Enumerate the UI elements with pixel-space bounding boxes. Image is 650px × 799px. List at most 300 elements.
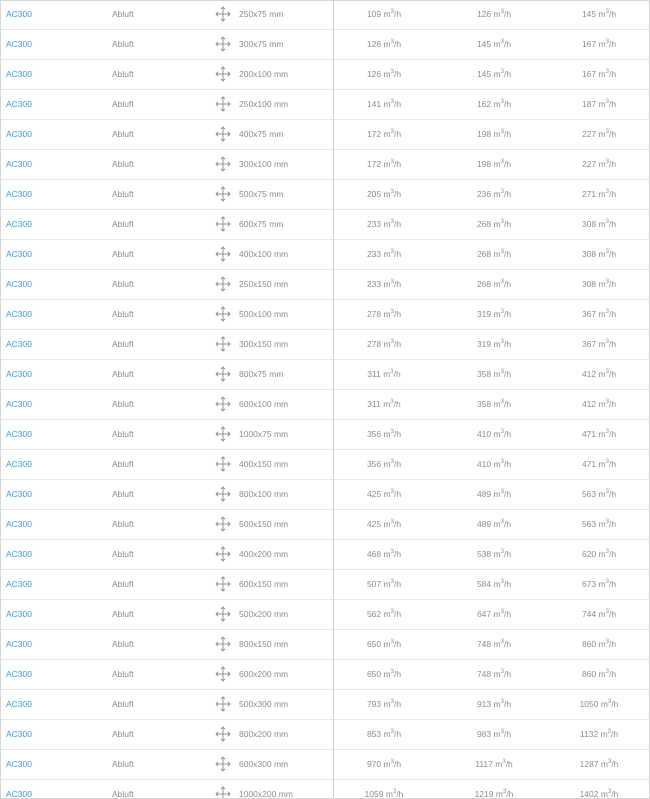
- unit-exponent: 3: [605, 579, 609, 586]
- unit-base: m: [598, 369, 606, 379]
- airflow-number: 425: [366, 489, 382, 499]
- unit-suffix: /h: [393, 429, 402, 439]
- resize-arrows-icon: [215, 306, 231, 322]
- type-label: Abluft: [112, 459, 134, 469]
- airflow-value-3: [546, 510, 650, 539]
- airflow-value-3: [546, 240, 650, 269]
- unit-suffix: /h: [608, 669, 617, 679]
- unit-exponent: 3: [390, 69, 394, 76]
- type-label: Abluft: [112, 699, 134, 709]
- dimension-value: 800x200 mm: [239, 729, 289, 739]
- airflow-value-1: [331, 660, 437, 689]
- unit-suffix: /h: [503, 99, 512, 109]
- unit-base: m: [493, 399, 501, 409]
- unit-suffix: /h: [608, 309, 617, 319]
- resize-arrows-icon: [215, 606, 231, 622]
- airflow-value-3: [546, 300, 650, 329]
- table-row: [1, 540, 649, 570]
- unit-exponent: 3: [390, 39, 394, 46]
- airflow-value-1: [331, 30, 437, 59]
- unit-suffix: /h: [393, 189, 402, 199]
- airflow-number: 126: [366, 39, 382, 49]
- unit-exponent: 3: [390, 609, 394, 616]
- dimension-value: 500x150 mm: [239, 519, 289, 529]
- airflow-value-3: [546, 600, 650, 629]
- table-row: [1, 780, 649, 799]
- airflow-value-2: [441, 90, 547, 119]
- unit-base: m: [598, 549, 606, 559]
- airflow-value-2: [441, 360, 547, 389]
- airflow-value-3: [546, 480, 650, 509]
- unit-exponent: 3: [500, 519, 504, 526]
- airflow-number: 233: [366, 279, 382, 289]
- unit-base: m: [598, 39, 606, 49]
- table-row: [1, 570, 649, 600]
- airflow-number: 172: [366, 159, 382, 169]
- dimension-value: 250x150 mm: [239, 279, 289, 289]
- model-link[interactable]: AC300: [6, 609, 32, 619]
- unit-exponent: 3: [390, 519, 394, 526]
- resize-arrows-icon: [215, 366, 231, 382]
- unit-base: m: [493, 129, 501, 139]
- unit-exponent: 3: [607, 729, 611, 736]
- unit-exponent: 3: [605, 549, 609, 556]
- type-label: Abluft: [112, 99, 134, 109]
- unit-base: m: [598, 159, 606, 169]
- unit-suffix: /h: [608, 9, 617, 19]
- unit-exponent: 3: [502, 759, 506, 766]
- model-link[interactable]: AC300: [6, 69, 32, 79]
- unit-exponent: 3: [605, 99, 609, 106]
- airflow-number: 268: [476, 249, 492, 259]
- type-label: Abluft: [112, 249, 134, 259]
- airflow-value-2: [441, 270, 547, 299]
- table-row: [1, 660, 649, 690]
- airflow-number: 356: [366, 429, 382, 439]
- unit-suffix: /h: [611, 789, 619, 799]
- unit-suffix: /h: [503, 579, 512, 589]
- airflow-value-1: [331, 390, 437, 419]
- airflow-number: 853: [366, 729, 382, 739]
- unit-base: m: [493, 249, 501, 259]
- model-link[interactable]: AC300: [6, 549, 32, 559]
- airflow-number: 227: [581, 129, 597, 139]
- resize-arrows-icon: [215, 426, 231, 442]
- unit-suffix: /h: [503, 249, 512, 259]
- airflow-number: 748: [476, 639, 492, 649]
- unit-base: m: [493, 729, 501, 739]
- unit-exponent: 3: [390, 219, 394, 226]
- model-link[interactable]: AC300: [6, 9, 32, 19]
- model-link[interactable]: AC300: [6, 39, 32, 49]
- airflow-number: 367: [581, 309, 597, 319]
- airflow-value-1: [331, 90, 437, 119]
- model-link[interactable]: AC300: [6, 489, 32, 499]
- airflow-number: 233: [366, 249, 382, 259]
- unit-exponent: 3: [390, 489, 394, 496]
- airflow-value-3: [546, 360, 650, 389]
- type-label: Abluft: [112, 189, 134, 199]
- dimension-value: 800x75 mm: [239, 369, 284, 379]
- airflow-number: 489: [476, 519, 492, 529]
- model-link[interactable]: AC300: [6, 129, 32, 139]
- unit-suffix: /h: [393, 339, 402, 349]
- airflow-value-2: [441, 330, 547, 359]
- unit-exponent: 3: [605, 399, 609, 406]
- unit-exponent: 3: [607, 699, 612, 706]
- resize-arrows-icon: [215, 276, 231, 292]
- unit-base: m: [600, 759, 608, 769]
- unit-suffix: /h: [503, 339, 512, 349]
- type-label: Abluft: [112, 579, 134, 589]
- model-link[interactable]: AC300: [6, 459, 32, 469]
- resize-arrows-icon: [215, 126, 231, 142]
- airflow-number: 268: [476, 219, 492, 229]
- unit-suffix: /h: [608, 399, 617, 409]
- dimension-value: 500x100 mm: [239, 309, 289, 319]
- unit-base: m: [493, 519, 501, 529]
- unit-suffix: /h: [608, 459, 617, 469]
- unit-exponent: 3: [605, 9, 609, 16]
- airflow-number: 673: [581, 579, 597, 589]
- airflow-number: 172: [366, 129, 382, 139]
- unit-base: m: [598, 579, 606, 589]
- table-row: [1, 60, 649, 90]
- airflow-value-2: [441, 540, 547, 569]
- unit-exponent: 3: [390, 279, 394, 286]
- unit-base: m: [383, 519, 391, 529]
- airflow-value-3: [546, 570, 650, 599]
- table-row: [1, 390, 649, 420]
- model-link[interactable]: AC300: [6, 99, 32, 109]
- model-link[interactable]: AC300: [6, 789, 32, 799]
- unit-suffix: /h: [503, 369, 512, 379]
- unit-suffix: /h: [608, 129, 617, 139]
- unit-exponent: 3: [500, 219, 504, 226]
- model-link[interactable]: AC300: [6, 669, 32, 679]
- unit-suffix: /h: [505, 759, 513, 769]
- table-row: [1, 210, 649, 240]
- unit-suffix: /h: [503, 129, 512, 139]
- unit-suffix: /h: [503, 9, 512, 19]
- table-row: [1, 420, 649, 450]
- type-label: Abluft: [112, 489, 134, 499]
- unit-suffix: /h: [608, 639, 617, 649]
- unit-exponent: 3: [390, 9, 394, 16]
- unit-exponent: 3: [605, 159, 609, 166]
- airflow-value-2: [441, 720, 547, 749]
- unit-suffix: /h: [608, 519, 617, 529]
- airflow-number: 1117: [475, 759, 493, 769]
- unit-exponent: 3: [390, 159, 394, 166]
- unit-base: m: [383, 309, 391, 319]
- table-row: [1, 630, 649, 660]
- unit-exponent: 3: [605, 309, 609, 316]
- dimension-value: 1000x200 mm: [239, 789, 293, 799]
- unit-suffix: /h: [393, 699, 402, 709]
- model-link[interactable]: AC300: [6, 759, 32, 769]
- unit-base: m: [383, 729, 391, 739]
- unit-base: m: [385, 789, 393, 799]
- airflow-value-3: [546, 390, 650, 419]
- unit-base: m: [495, 789, 503, 799]
- resize-arrows-icon: [215, 66, 231, 82]
- table-row: [1, 240, 649, 270]
- unit-base: m: [598, 279, 606, 289]
- resize-arrows-icon: [215, 336, 231, 352]
- unit-base: m: [493, 429, 501, 439]
- airflow-value-3: [546, 450, 650, 479]
- model-link[interactable]: AC300: [6, 699, 32, 709]
- airflow-value-1: [331, 600, 437, 629]
- unit-exponent: 3: [500, 459, 504, 466]
- model-link[interactable]: AC300: [6, 339, 32, 349]
- table-row: [1, 360, 649, 390]
- airflow-value-2: [441, 30, 547, 59]
- unit-base: m: [598, 489, 606, 499]
- table-row: [1, 120, 649, 150]
- unit-base: m: [493, 549, 501, 559]
- unit-suffix: /h: [503, 669, 512, 679]
- unit-exponent: 3: [390, 459, 394, 466]
- airflow-number: 141: [366, 99, 382, 109]
- unit-exponent: 3: [605, 669, 609, 676]
- airflow-number: 425: [366, 519, 382, 529]
- unit-base: m: [383, 99, 391, 109]
- airflow-value-2: [441, 210, 547, 239]
- unit-base: m: [598, 429, 606, 439]
- unit-suffix: /h: [503, 729, 512, 739]
- airflow-number: 744: [581, 609, 597, 619]
- unit-base: m: [493, 309, 501, 319]
- model-link[interactable]: AC300: [6, 369, 32, 379]
- table-row: [1, 0, 649, 30]
- unit-base: m: [383, 639, 391, 649]
- unit-base: m: [598, 69, 606, 79]
- airflow-value-2: [441, 150, 547, 179]
- unit-base: m: [383, 459, 391, 469]
- resize-arrows-icon: [215, 246, 231, 262]
- unit-exponent: 3: [607, 759, 612, 766]
- dimension-value: 500x300 mm: [239, 699, 289, 709]
- unit-base: m: [600, 699, 608, 709]
- unit-base: m: [598, 399, 606, 409]
- unit-base: m: [598, 129, 606, 139]
- airflow-number: 167: [581, 39, 597, 49]
- unit-exponent: 3: [500, 609, 504, 616]
- unit-exponent: 3: [500, 309, 504, 316]
- unit-exponent: 3: [605, 249, 609, 256]
- model-link[interactable]: AC300: [6, 279, 32, 289]
- resize-arrows-icon: [215, 96, 231, 112]
- airflow-number: 145: [476, 69, 492, 79]
- unit-base: m: [493, 669, 501, 679]
- unit-exponent: 3: [500, 639, 504, 646]
- model-link[interactable]: AC300: [6, 249, 32, 259]
- unit-suffix: /h: [503, 399, 512, 409]
- airflow-value-3: [546, 0, 650, 29]
- type-label: Abluft: [112, 339, 134, 349]
- unit-base: m: [598, 249, 606, 259]
- airflow-value-2: [441, 510, 547, 539]
- dimension-value: 600x300 mm: [239, 759, 289, 769]
- unit-suffix: /h: [393, 519, 402, 529]
- airflow-value-3: [546, 60, 650, 89]
- unit-suffix: /h: [506, 789, 514, 799]
- airflow-value-3: [546, 210, 650, 239]
- model-link[interactable]: AC300: [6, 399, 32, 409]
- table-row: [1, 270, 649, 300]
- table-row: [1, 30, 649, 60]
- airflow-number: 308: [581, 249, 597, 259]
- unit-exponent: 3: [605, 369, 609, 376]
- unit-base: m: [383, 39, 391, 49]
- model-link[interactable]: AC300: [6, 639, 32, 649]
- unit-base: m: [383, 699, 391, 709]
- unit-suffix: /h: [393, 69, 402, 79]
- airflow-number: 471: [581, 429, 597, 439]
- unit-base: m: [598, 639, 606, 649]
- unit-exponent: 3: [605, 489, 609, 496]
- airflow-number: 367: [581, 339, 597, 349]
- model-link[interactable]: AC300: [6, 189, 32, 199]
- unit-base: m: [493, 219, 501, 229]
- type-label: Abluft: [112, 309, 134, 319]
- airflow-value-2: [441, 600, 547, 629]
- airflow-number: 412: [581, 369, 597, 379]
- model-link[interactable]: AC300: [6, 729, 32, 739]
- airflow-number: 358: [476, 399, 492, 409]
- unit-base: m: [383, 489, 391, 499]
- unit-exponent: 3: [392, 789, 397, 796]
- unit-exponent: 3: [390, 639, 394, 646]
- unit-base: m: [383, 189, 391, 199]
- airflow-value-2: [441, 390, 547, 419]
- airflow-value-2: [441, 240, 547, 269]
- airflow-value-2: [441, 420, 547, 449]
- airflow-number: 410: [476, 459, 492, 469]
- unit-suffix: /h: [393, 159, 402, 169]
- airflow-value-1: [331, 360, 437, 389]
- resize-arrows-icon: [215, 576, 231, 592]
- airflow-value-2: [441, 690, 547, 719]
- airflow-value-1: [331, 180, 437, 209]
- type-label: Abluft: [112, 639, 134, 649]
- unit-suffix: /h: [393, 99, 402, 109]
- unit-exponent: 3: [390, 399, 394, 406]
- airflow-value-2: [441, 450, 547, 479]
- unit-exponent: 3: [605, 279, 609, 286]
- resize-arrows-icon: [215, 6, 231, 22]
- unit-suffix: /h: [608, 249, 617, 259]
- unit-suffix: /h: [503, 189, 512, 199]
- unit-exponent: 3: [605, 609, 609, 616]
- dimension-value: 300x75 mm: [239, 39, 284, 49]
- model-link[interactable]: AC300: [6, 219, 32, 229]
- airflow-value-3: [546, 30, 650, 59]
- unit-exponent: 3: [500, 399, 504, 406]
- resize-arrows-icon: [215, 666, 231, 682]
- unit-suffix: /h: [503, 279, 512, 289]
- airflow-number: 1219: [474, 789, 494, 799]
- airflow-number: 647: [476, 609, 492, 619]
- unit-base: m: [598, 339, 606, 349]
- model-link[interactable]: AC300: [6, 309, 32, 319]
- unit-suffix: /h: [608, 99, 617, 109]
- unit-exponent: 3: [500, 699, 504, 706]
- table-row: [1, 690, 649, 720]
- unit-base: m: [493, 279, 501, 289]
- model-link[interactable]: AC300: [6, 159, 32, 169]
- dimension-value: 600x150 mm: [239, 579, 289, 589]
- unit-exponent: 3: [605, 39, 609, 46]
- unit-suffix: /h: [503, 549, 512, 559]
- model-link[interactable]: AC300: [6, 429, 32, 439]
- type-label: Abluft: [112, 159, 134, 169]
- resize-arrows-icon: [215, 636, 231, 652]
- unit-base: m: [493, 369, 501, 379]
- unit-base: m: [383, 669, 391, 679]
- unit-base: m: [598, 459, 606, 469]
- airflow-number: 126: [366, 69, 382, 79]
- unit-suffix: /h: [393, 399, 401, 409]
- unit-base: m: [383, 399, 391, 409]
- unit-base: m: [598, 189, 606, 199]
- airflow-number: 860: [581, 639, 597, 649]
- table-row: [1, 720, 649, 750]
- airflow-number: 311: [367, 369, 381, 379]
- unit-suffix: /h: [503, 219, 512, 229]
- model-link[interactable]: AC300: [6, 579, 32, 589]
- airflow-value-1: [331, 450, 437, 479]
- airflow-value-1: [331, 330, 437, 359]
- unit-suffix: /h: [393, 9, 402, 19]
- unit-exponent: 3: [500, 429, 504, 436]
- unit-exponent: 3: [500, 69, 504, 76]
- airflow-value-1: [331, 630, 437, 659]
- dimension-value: 300x150 mm: [239, 339, 289, 349]
- unit-base: m: [493, 579, 501, 589]
- airflow-value-1: [331, 720, 437, 749]
- unit-base: m: [493, 489, 501, 499]
- airflow-number: 271: [581, 189, 597, 199]
- unit-base: m: [383, 609, 391, 619]
- type-label: Abluft: [112, 519, 134, 529]
- unit-suffix: /h: [393, 129, 402, 139]
- unit-exponent: 3: [500, 729, 504, 736]
- airflow-number: 860: [581, 669, 597, 679]
- airflow-value-2: [441, 120, 547, 149]
- unit-exponent: 3: [500, 369, 504, 376]
- airflow-number: 1059: [364, 789, 384, 799]
- airflow-value-2: [441, 300, 547, 329]
- model-link[interactable]: AC300: [6, 519, 32, 529]
- airflow-number: 1050: [579, 699, 599, 709]
- resize-arrows-icon: [215, 696, 231, 712]
- dimension-value: 800x150 mm: [239, 639, 289, 649]
- airflow-value-1: [331, 240, 437, 269]
- dimension-value: 600x75 mm: [239, 219, 284, 229]
- unit-suffix: /h: [608, 369, 617, 379]
- unit-suffix: /h: [608, 39, 617, 49]
- table-row: [1, 330, 649, 360]
- type-label: Abluft: [112, 399, 134, 409]
- airflow-number: 489: [476, 489, 492, 499]
- airflow-value-1: [331, 750, 437, 779]
- unit-base: m: [493, 459, 501, 469]
- airflow-number: 468: [366, 549, 382, 559]
- dimension-value: 250x100 mm: [239, 99, 289, 109]
